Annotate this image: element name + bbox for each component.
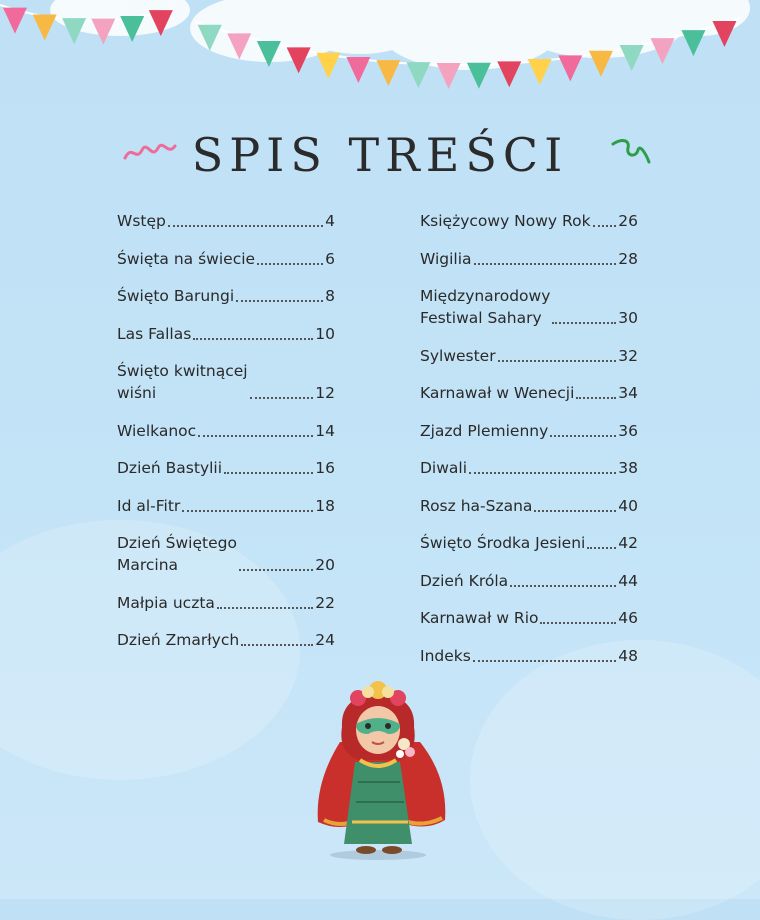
dot-leader [182, 510, 313, 512]
toc-entry [420, 645, 638, 667]
page-title: SPIS TREŚCI [191, 128, 569, 182]
dot-leader [498, 360, 617, 362]
bunting-flag-icon [620, 45, 644, 71]
toc-entry-title: Sylwester [420, 346, 496, 365]
dot-leader [250, 397, 314, 399]
toc-entry-title: Indeks [420, 646, 471, 665]
toc-entry [420, 345, 638, 367]
bunting-flag-icon [346, 57, 370, 83]
bunting-flag-icon [33, 14, 57, 40]
toc-entry-page-number: 42 [618, 534, 638, 552]
toc-entry [117, 629, 335, 651]
toc-entry-title: Międzynarodowy Festiwal Sahary [420, 287, 551, 327]
toc-entry-page-number: 14 [315, 421, 335, 440]
bunting-flag-icon [3, 8, 27, 34]
bunting-flag-icon [558, 55, 582, 81]
toc-entry-title: Wielkanoc [117, 421, 197, 440]
toc-entry [117, 323, 335, 345]
toc-entry-title: Dzień Świętego Marcina [117, 534, 237, 574]
toc-column-left [117, 210, 335, 667]
toc-entry-title: Małpia uczta [117, 593, 215, 612]
toc-entry-title: Karnawał w Wenecji [420, 384, 575, 402]
toc-entry-title: Karnawał w Rio [420, 609, 539, 627]
toc-entry-title: Dzień Zmarłych [117, 631, 240, 649]
bunting-flag-icon [376, 60, 400, 86]
dot-leader [540, 622, 616, 624]
toc-entry [420, 210, 638, 232]
bunting-flag-icon [316, 53, 340, 79]
watercolor-wash [470, 640, 760, 920]
toc-entry-page-number: 32 [618, 346, 638, 365]
dot-leader [587, 547, 616, 549]
toc-entry-title: Zjazd Plemienny [420, 421, 549, 440]
toc-entry-title: Diwali [420, 459, 468, 477]
toc-entry-page-number: 24 [315, 631, 335, 649]
toc-entry [420, 285, 638, 329]
bunting-flag-icon [589, 51, 613, 77]
toc-entry-title: Księżycowy Nowy Rok [420, 212, 591, 230]
toc-entry [420, 248, 638, 270]
toc-entry [420, 570, 638, 592]
toc-entry-title: Święto Środka Jesieni [420, 534, 586, 552]
dot-leader [257, 263, 323, 265]
toc-entry [117, 532, 335, 576]
bunting-flag-icon [497, 61, 521, 87]
toc-entry-title: Dzień Bastylii [117, 459, 223, 477]
bunting-flag-icon [651, 38, 675, 64]
toc-entry-page-number: 10 [315, 324, 335, 343]
toc-entry [420, 420, 638, 442]
toc-entry-page-number: 12 [315, 384, 335, 402]
toc-column-right [420, 210, 638, 682]
toc-entry [117, 248, 335, 270]
toc-entry-title: Święta na świecie [117, 249, 256, 268]
toc-entry-page-number: 46 [618, 609, 638, 627]
dot-leader [198, 435, 313, 437]
toc-entry-page-number: 20 [315, 556, 335, 574]
toc-entry-page-number: 38 [618, 459, 638, 477]
toc-entry-page-number: 40 [618, 496, 638, 515]
toc-entry [420, 495, 638, 517]
dot-leader [473, 660, 616, 662]
toc-entry-page-number: 36 [618, 421, 638, 440]
toc-entry-title: Święto kwitnącej wiśni [117, 362, 248, 402]
toc-entry [117, 210, 335, 232]
toc-entry [420, 532, 638, 554]
toc-entry-page-number: 4 [325, 212, 335, 230]
dot-leader [239, 569, 313, 571]
dot-leader [510, 585, 616, 587]
dot-leader [534, 510, 616, 512]
toc-entry [117, 457, 335, 479]
bunting-flag-icon [681, 30, 705, 56]
dot-leader [593, 225, 617, 227]
dot-leader [168, 225, 323, 227]
venetian-carnival-girl-icon [300, 672, 460, 862]
dot-leader [241, 644, 313, 646]
toc-entry-page-number: 28 [618, 249, 638, 268]
toc-entry-title: Wstęp [117, 212, 166, 230]
dot-leader [576, 397, 616, 399]
toc-entry-page-number: 22 [315, 593, 335, 612]
toc-entry [117, 592, 335, 614]
toc-entry [420, 382, 638, 404]
toc-entry [117, 285, 335, 307]
toc-entry-page-number: 16 [315, 459, 335, 477]
bunting-flag-icon [467, 63, 491, 89]
dot-leader [552, 322, 616, 324]
toc-entry-page-number: 44 [618, 571, 638, 590]
toc-entry-title: Dzień Króla [420, 571, 509, 590]
toc-entry-title: Id al-Fitr [117, 496, 181, 515]
toc-entry-page-number: 18 [315, 496, 335, 515]
toc-entry-title: Las Fallas [117, 324, 192, 343]
bunting-flag-icon [528, 59, 552, 85]
dot-leader [469, 472, 616, 474]
bunting-flag-icon [406, 62, 430, 88]
toc-entry [420, 607, 638, 629]
toc-entry [117, 495, 335, 517]
toc-entry-page-number: 30 [618, 309, 638, 327]
toc-entry-page-number: 8 [325, 287, 335, 305]
dot-leader [236, 300, 323, 302]
toc-entry-page-number: 34 [618, 384, 638, 402]
toc-entry-title: Rosz ha-Szana [420, 496, 533, 515]
toc-entry-title: Wigilia [420, 249, 472, 268]
toc-entry-title: Święto Barungi [117, 287, 235, 305]
toc-entry-page-number: 48 [618, 646, 638, 665]
toc-entry-page-number: 6 [325, 249, 335, 268]
dot-leader [193, 338, 313, 340]
toc-entry-page-number: 26 [618, 212, 638, 230]
toc-entry [117, 420, 335, 442]
dot-leader [217, 607, 313, 609]
dot-leader [224, 472, 313, 474]
toc-entry [117, 360, 335, 404]
dot-leader [474, 263, 617, 265]
dot-leader [550, 435, 616, 437]
toc-entry [420, 457, 638, 479]
bunting-flag-icon [437, 63, 461, 89]
